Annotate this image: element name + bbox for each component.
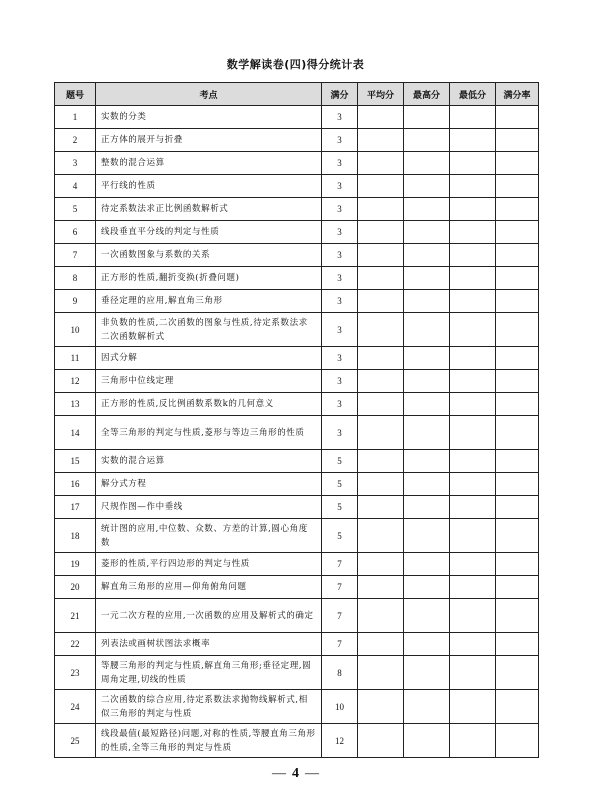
- topic-cell: 因式分解: [96, 347, 322, 370]
- table-row: [55, 370, 539, 393]
- topic-cell: 等腰三角形的判定与性质,解直角三角形;垂径定理,圆周角定理,切线的性质: [96, 656, 322, 690]
- question-number: 13: [55, 393, 96, 416]
- table-row: [55, 175, 539, 198]
- lowest-cell: [450, 553, 496, 576]
- lowest-cell: [450, 198, 496, 221]
- question-number: 6: [55, 221, 96, 244]
- lowest-cell: [450, 633, 496, 656]
- header-average: 平均分: [358, 83, 404, 106]
- average-cell: [358, 198, 404, 221]
- lowest-cell: [450, 496, 496, 519]
- full-rate-cell: [496, 633, 539, 656]
- table-row: [55, 347, 539, 370]
- average-cell: [358, 152, 404, 175]
- table-row: [55, 313, 539, 347]
- table-row: [55, 416, 539, 450]
- score-statistics-table: [54, 82, 539, 758]
- footer-dash-left: —: [272, 766, 286, 781]
- topic-cell: 解直角三角形的应用—仰角俯角问题: [96, 576, 322, 599]
- full-rate-cell: [496, 416, 539, 450]
- lowest-cell: [450, 347, 496, 370]
- lowest-cell: [450, 370, 496, 393]
- full-score-cell: 3: [322, 106, 358, 129]
- topic-cell: 垂径定理的应用,解直角三角形: [96, 290, 322, 313]
- question-number: 18: [55, 519, 96, 553]
- full-score-cell: 3: [322, 416, 358, 450]
- full-rate-cell: [496, 576, 539, 599]
- full-score-cell: 7: [322, 553, 358, 576]
- topic-cell: 菱形的性质,平行四边形的判定与性质: [96, 553, 322, 576]
- full-rate-cell: [496, 198, 539, 221]
- highest-cell: [404, 244, 450, 267]
- topic-cell: 平行线的性质: [96, 175, 322, 198]
- highest-cell: [404, 633, 450, 656]
- full-rate-cell: [496, 724, 539, 758]
- page-title: 数学解读卷(四)得分统计表: [226, 58, 365, 71]
- topic-cell: 统计图的应用,中位数、众数、方差的计算,圆心角度数: [96, 519, 322, 553]
- lowest-cell: [450, 473, 496, 496]
- table-row: [55, 496, 539, 519]
- average-cell: [358, 496, 404, 519]
- topic-cell: 线段垂直平分线的判定与性质: [96, 221, 322, 244]
- full-rate-cell: [496, 129, 539, 152]
- topic-cell: 实数的分类: [96, 106, 322, 129]
- topic-cell: 三角形中位线定理: [96, 370, 322, 393]
- full-score-cell: 8: [322, 656, 358, 690]
- topic-cell: 一元二次方程的应用,一次函数的应用及解析式的确定: [96, 599, 322, 633]
- page-number: 4: [292, 766, 299, 781]
- highest-cell: [404, 152, 450, 175]
- header-highest: 最高分: [404, 83, 450, 106]
- full-rate-cell: [496, 519, 539, 553]
- header-question-no: 题号: [55, 83, 96, 106]
- topic-cell: 二次函数的综合应用,待定系数法求抛物线解析式,相似三角形的判定与性质: [96, 690, 322, 724]
- average-cell: [358, 267, 404, 290]
- lowest-cell: [450, 519, 496, 553]
- table-row: [55, 599, 539, 633]
- average-cell: [358, 416, 404, 450]
- highest-cell: [404, 473, 450, 496]
- question-number: 21: [55, 599, 96, 633]
- topic-cell: 一次函数图象与系数的关系: [96, 244, 322, 267]
- lowest-cell: [450, 576, 496, 599]
- highest-cell: [404, 370, 450, 393]
- lowest-cell: [450, 313, 496, 347]
- topic-cell: 整数的混合运算: [96, 152, 322, 175]
- table-row: [55, 576, 539, 599]
- table-row: [55, 519, 539, 553]
- table-row: [55, 221, 539, 244]
- question-number: 12: [55, 370, 96, 393]
- question-number: 25: [55, 724, 96, 758]
- highest-cell: [404, 553, 450, 576]
- table-row: [55, 724, 539, 758]
- highest-cell: [404, 313, 450, 347]
- average-cell: [358, 175, 404, 198]
- header-topic: 考点: [96, 83, 322, 106]
- full-rate-cell: [496, 290, 539, 313]
- full-rate-cell: [496, 450, 539, 473]
- average-cell: [358, 724, 404, 758]
- lowest-cell: [450, 267, 496, 290]
- highest-cell: [404, 416, 450, 450]
- full-rate-cell: [496, 175, 539, 198]
- full-rate-cell: [496, 221, 539, 244]
- highest-cell: [404, 129, 450, 152]
- full-rate-cell: [496, 370, 539, 393]
- full-score-cell: 7: [322, 633, 358, 656]
- question-number: 24: [55, 690, 96, 724]
- question-number: 10: [55, 313, 96, 347]
- highest-cell: [404, 496, 450, 519]
- topic-cell: 全等三角形的判定与性质,菱形与等边三角形的性质: [96, 416, 322, 450]
- highest-cell: [404, 106, 450, 129]
- question-number: 5: [55, 198, 96, 221]
- question-number: 8: [55, 267, 96, 290]
- question-number: 22: [55, 633, 96, 656]
- highest-cell: [404, 198, 450, 221]
- full-score-cell: 12: [322, 724, 358, 758]
- lowest-cell: [450, 450, 496, 473]
- lowest-cell: [450, 244, 496, 267]
- lowest-cell: [450, 416, 496, 450]
- topic-cell: 非负数的性质,二次函数的图象与性质,待定系数法求二次函数解析式: [96, 313, 322, 347]
- table-header-row: [55, 83, 539, 106]
- table-row: [55, 198, 539, 221]
- average-cell: [358, 656, 404, 690]
- question-number: 11: [55, 347, 96, 370]
- average-cell: [358, 290, 404, 313]
- question-number: 4: [55, 175, 96, 198]
- full-score-cell: 3: [322, 129, 358, 152]
- full-rate-cell: [496, 347, 539, 370]
- table-row: [55, 656, 539, 690]
- full-score-cell: 3: [322, 347, 358, 370]
- full-rate-cell: [496, 152, 539, 175]
- table-row: [55, 152, 539, 175]
- full-score-cell: 5: [322, 519, 358, 553]
- full-score-cell: 3: [322, 290, 358, 313]
- highest-cell: [404, 290, 450, 313]
- full-score-cell: 3: [322, 267, 358, 290]
- topic-cell: 线段最值(最短路径)问题,对称的性质,等腰直角三角形的性质,全等三角形的判定与性质: [96, 724, 322, 758]
- question-number: 17: [55, 496, 96, 519]
- table-row: [55, 244, 539, 267]
- full-score-cell: 7: [322, 576, 358, 599]
- lowest-cell: [450, 106, 496, 129]
- topic-cell: 正方体的展开与折叠: [96, 129, 322, 152]
- question-number: 19: [55, 553, 96, 576]
- table-row: [55, 473, 539, 496]
- lowest-cell: [450, 221, 496, 244]
- full-rate-cell: [496, 106, 539, 129]
- average-cell: [358, 553, 404, 576]
- highest-cell: [404, 267, 450, 290]
- topic-cell: 解分式方程: [96, 473, 322, 496]
- full-score-cell: 3: [322, 152, 358, 175]
- lowest-cell: [450, 599, 496, 633]
- question-number: 7: [55, 244, 96, 267]
- footer-dash-right: —: [305, 766, 319, 781]
- full-score-cell: 3: [322, 198, 358, 221]
- lowest-cell: [450, 175, 496, 198]
- full-score-cell: 3: [322, 393, 358, 416]
- highest-cell: [404, 393, 450, 416]
- average-cell: [358, 576, 404, 599]
- topic-cell: 尺规作图—作中垂线: [96, 496, 322, 519]
- highest-cell: [404, 599, 450, 633]
- average-cell: [358, 244, 404, 267]
- full-score-cell: 5: [322, 496, 358, 519]
- question-number: 3: [55, 152, 96, 175]
- highest-cell: [404, 656, 450, 690]
- table-row: [55, 553, 539, 576]
- full-rate-cell: [496, 553, 539, 576]
- full-score-cell: 3: [322, 313, 358, 347]
- highest-cell: [404, 347, 450, 370]
- highest-cell: [404, 519, 450, 553]
- full-rate-cell: [496, 313, 539, 347]
- question-number: 16: [55, 473, 96, 496]
- table-row: [55, 393, 539, 416]
- full-score-cell: 3: [322, 175, 358, 198]
- question-number: 2: [55, 129, 96, 152]
- table-row: [55, 290, 539, 313]
- full-score-cell: 5: [322, 450, 358, 473]
- average-cell: [358, 519, 404, 553]
- question-number: 1: [55, 106, 96, 129]
- average-cell: [358, 450, 404, 473]
- average-cell: [358, 129, 404, 152]
- header-full-score: 满分: [322, 83, 358, 106]
- topic-cell: 列表法或画树状图法求概率: [96, 633, 322, 656]
- highest-cell: [404, 221, 450, 244]
- lowest-cell: [450, 690, 496, 724]
- full-rate-cell: [496, 599, 539, 633]
- average-cell: [358, 370, 404, 393]
- highest-cell: [404, 175, 450, 198]
- question-number: 20: [55, 576, 96, 599]
- average-cell: [358, 633, 404, 656]
- full-score-cell: 10: [322, 690, 358, 724]
- topic-cell: 正方形的性质,反比例函数系数k的几何意义: [96, 393, 322, 416]
- question-number: 15: [55, 450, 96, 473]
- full-rate-cell: [496, 496, 539, 519]
- full-rate-cell: [496, 393, 539, 416]
- header-lowest: 最低分: [450, 83, 496, 106]
- average-cell: [358, 106, 404, 129]
- average-cell: [358, 599, 404, 633]
- full-rate-cell: [496, 690, 539, 724]
- topic-cell: 待定系数法求正比例函数解析式: [96, 198, 322, 221]
- full-score-cell: 3: [322, 244, 358, 267]
- full-score-cell: 3: [322, 221, 358, 244]
- highest-cell: [404, 724, 450, 758]
- topic-cell: 正方形的性质,翻折变换(折叠问题): [96, 267, 322, 290]
- full-rate-cell: [496, 267, 539, 290]
- lowest-cell: [450, 724, 496, 758]
- table-row: [55, 690, 539, 724]
- full-score-cell: 7: [322, 599, 358, 633]
- table-row: [55, 267, 539, 290]
- full-rate-cell: [496, 656, 539, 690]
- topic-cell: 实数的混合运算: [96, 450, 322, 473]
- lowest-cell: [450, 393, 496, 416]
- question-number: 14: [55, 416, 96, 450]
- lowest-cell: [450, 656, 496, 690]
- full-score-cell: 3: [322, 370, 358, 393]
- highest-cell: [404, 576, 450, 599]
- average-cell: [358, 313, 404, 347]
- full-rate-cell: [496, 244, 539, 267]
- header-full-rate: 满分率: [496, 83, 539, 106]
- page-number-footer: [0, 766, 591, 782]
- table-row: [55, 129, 539, 152]
- average-cell: [358, 473, 404, 496]
- question-number: 23: [55, 656, 96, 690]
- full-score-cell: 5: [322, 473, 358, 496]
- table-row: [55, 450, 539, 473]
- average-cell: [358, 690, 404, 724]
- lowest-cell: [450, 152, 496, 175]
- average-cell: [358, 221, 404, 244]
- table-row: [55, 106, 539, 129]
- question-number: 9: [55, 290, 96, 313]
- lowest-cell: [450, 129, 496, 152]
- table-row: [55, 633, 539, 656]
- table-body: [55, 106, 539, 758]
- full-rate-cell: [496, 473, 539, 496]
- average-cell: [358, 347, 404, 370]
- average-cell: [358, 393, 404, 416]
- highest-cell: [404, 690, 450, 724]
- lowest-cell: [450, 290, 496, 313]
- highest-cell: [404, 450, 450, 473]
